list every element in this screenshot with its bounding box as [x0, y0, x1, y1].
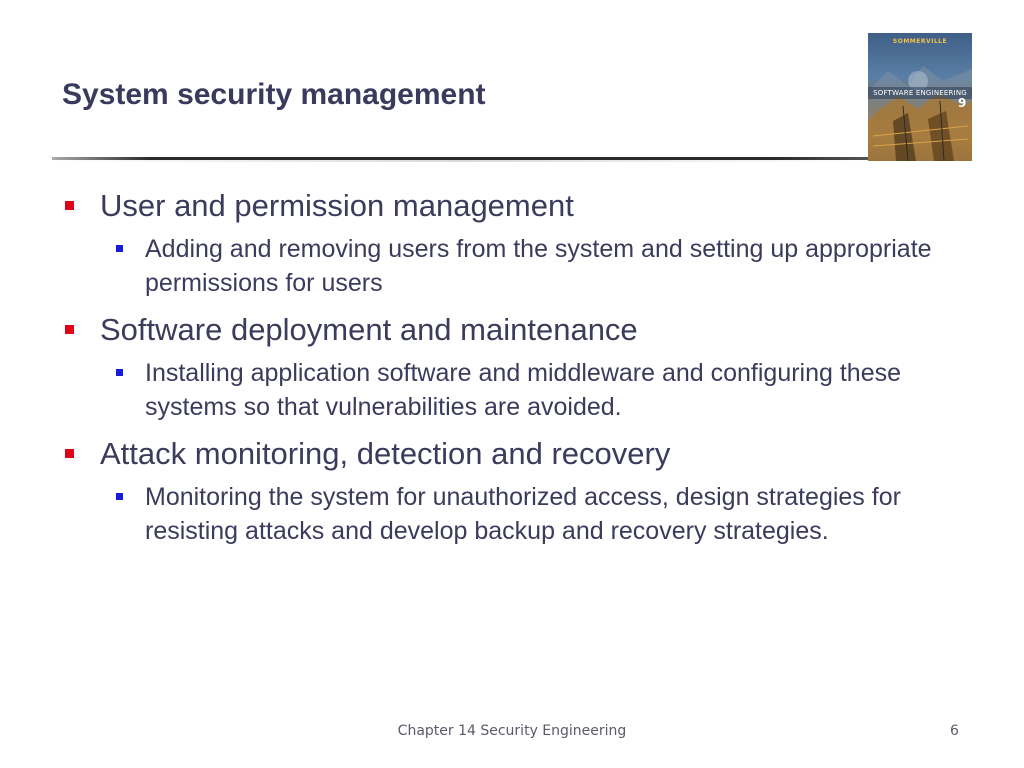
square-bullet-icon: [65, 449, 74, 458]
bullet-list: [62, 186, 972, 558]
book-author: SOMMERVILLE: [892, 38, 948, 45]
square-bullet-icon: [65, 325, 74, 334]
sub-bullet-text: Adding and removing users from the system and setting up appropriate permissions for users: [145, 235, 932, 297]
sub-bullet-item-2: [62, 356, 955, 424]
book-title: SOFTWARE ENGINEERING: [868, 87, 972, 99]
slide-footer: Chapter 14 Security Engineering: [397, 723, 627, 739]
slide-title: System security management: [62, 78, 486, 111]
sub-bullet-item-3: [62, 480, 955, 548]
bullet-text: Attack monitoring, detection and recovery: [100, 436, 671, 471]
square-bullet-icon: [65, 201, 74, 210]
sub-bullet-text: Installing application software and middleware and configuring these systems so that vulnerabilities are avoided.: [145, 359, 902, 421]
sub-bullet-text: Monitoring the system for unauthorized access, design strategies for resisting attacks and develop backup and recovery strategies.: [145, 483, 901, 545]
page-number: 6: [950, 723, 959, 739]
bullet-text: Software deployment and maintenance: [100, 312, 638, 347]
book-edition: 9: [958, 96, 967, 110]
bullet-item-1: [62, 186, 972, 226]
bullet-item-2: [62, 310, 972, 350]
book-cover-image: [868, 33, 972, 161]
square-bullet-icon: [116, 369, 123, 376]
bullet-text: User and permission management: [100, 188, 574, 223]
bullet-item-3: [62, 434, 972, 474]
sub-bullet-item-1: [62, 232, 955, 300]
square-bullet-icon: [116, 493, 123, 500]
title-divider-shadow: [52, 160, 870, 162]
square-bullet-icon: [116, 245, 123, 252]
building-illustration: [868, 51, 972, 161]
